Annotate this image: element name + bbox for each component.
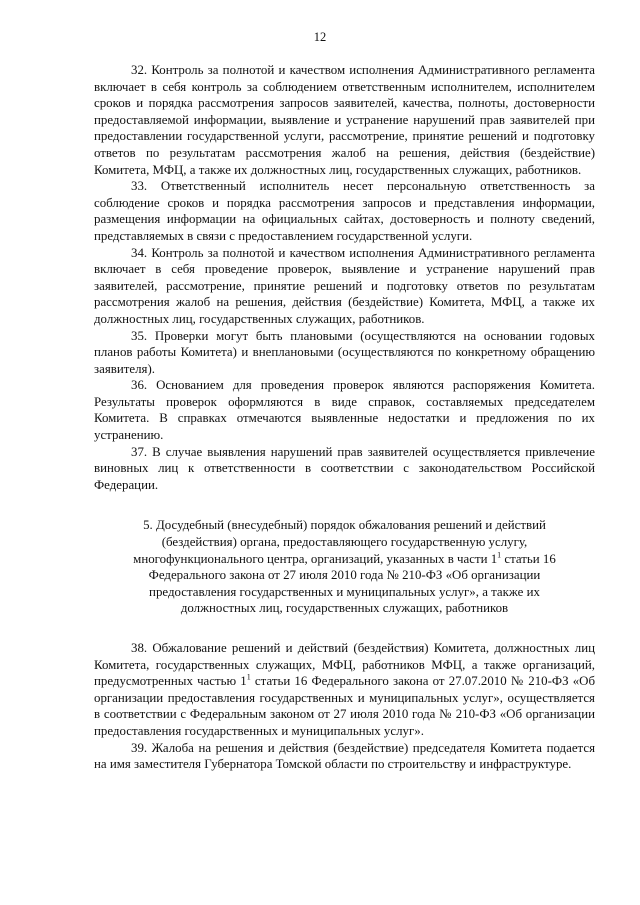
- paragraph-34: 34. Контроль за полнотой и качеством исполнения Административного регламента включает в себя проведение проверок, выявление и устранение нарушений прав заявителей, рассмотрение, принятие решений и подготовку ответов по результатам рассмотрения жалоб на решения, действия (бездействие) Комитета, МФЦ, а также их должностных лиц, государственных служащих, работников.: [94, 245, 595, 326]
- paragraph-35: 35. Проверки могут быть плановыми (осуществляются на основании годовых планов работы Комитета) и внеплановыми (осуществляются по конкретному обращению заявителя).: [94, 328, 595, 376]
- paragraph-37: 37. В случае выявления нарушений прав заявителей осуществляется привлечение виновных лиц к ответственности в соответствии с законодательством Российской Федерации.: [94, 444, 595, 492]
- paragraph-36: 36. Основанием для проведения проверок являются распоряжения Комитета. Результаты проверок оформляются в виде справок, составляемых председателем Комитета. В справках отмечаются выявленные недостатки и предложения по их устранению.: [94, 378, 595, 443]
- section-5-heading-part2: статьи 16 Федерального закона от 27 июля 2010 года № 210-ФЗ «Об организации предоставления государственных и муниципальных услуг», а также их должностных лиц, государственных служащих, работников: [148, 551, 556, 616]
- paragraph-38-part2: статьи 16 Федерального закона от 27.07.2010 № 210-ФЗ «Об организации предоставления государственных и муниципальных услуг», осуществляется в соответствии с Федеральным законом от 27 июля 2010 года № 210-ФЗ «Об организации предоставления государственных и муниципальных услуг».: [94, 674, 596, 738]
- paragraph-38-superscript: 1: [246, 672, 251, 682]
- paragraph-39: 39. Жалоба на решения и действия (бездействие) председателя Комитета подается на имя заместителя Губернатора Томской области по строительству и инфраструктуре.: [94, 740, 595, 772]
- section-5-superscript: 1: [497, 550, 502, 560]
- page-number: 12: [313, 30, 327, 44]
- section-5-heading: [94, 517, 595, 617]
- section-5-heading-part1: 5. Досудебный (внесудебный) порядок обжалования решений и действий (бездействия) органа, предоставляющего государственную услугу, многофункционального центра, организаций, указанных в части 1: [133, 518, 546, 566]
- paragraph-38-part1: 38. Обжалование решений и действий (бездействия) Комитета, должностных лиц Комитета, государственных служащих, МФЦ, работников МФЦ, а также организаций, предусмотренных частью 1: [94, 641, 595, 689]
- paragraph-38: [94, 640, 595, 740]
- paragraph-33: 33. Ответственный исполнитель несет персональную ответственность за соблюдение сроков и порядка рассмотрения запросов и представления информации, размещения информации на официальных сайтах, достоверность и полноту сведений, представляемых в связи с предоставлением государственной услуги.: [94, 179, 595, 243]
- paragraph-32: 32. Контроль за полнотой и качеством исполнения Административного регламента включает в себя контроль за соблюдением ответственным исполнителем, исполнителем сроков и порядка рассмотрения запросов заявителей, качества, полноты, достоверности предоставляемой информации, выявление и устранение нарушений прав заявителей при предоставлении государственной услуги, рассмотрение, принятие решений и подготовку ответов по результатам рассмотрения жалоб на решения, действия (бездействие) Комитета, МФЦ, а также их должностных лиц, государственных служащих, работников.: [94, 63, 595, 177]
- document-body: [94, 62, 595, 773]
